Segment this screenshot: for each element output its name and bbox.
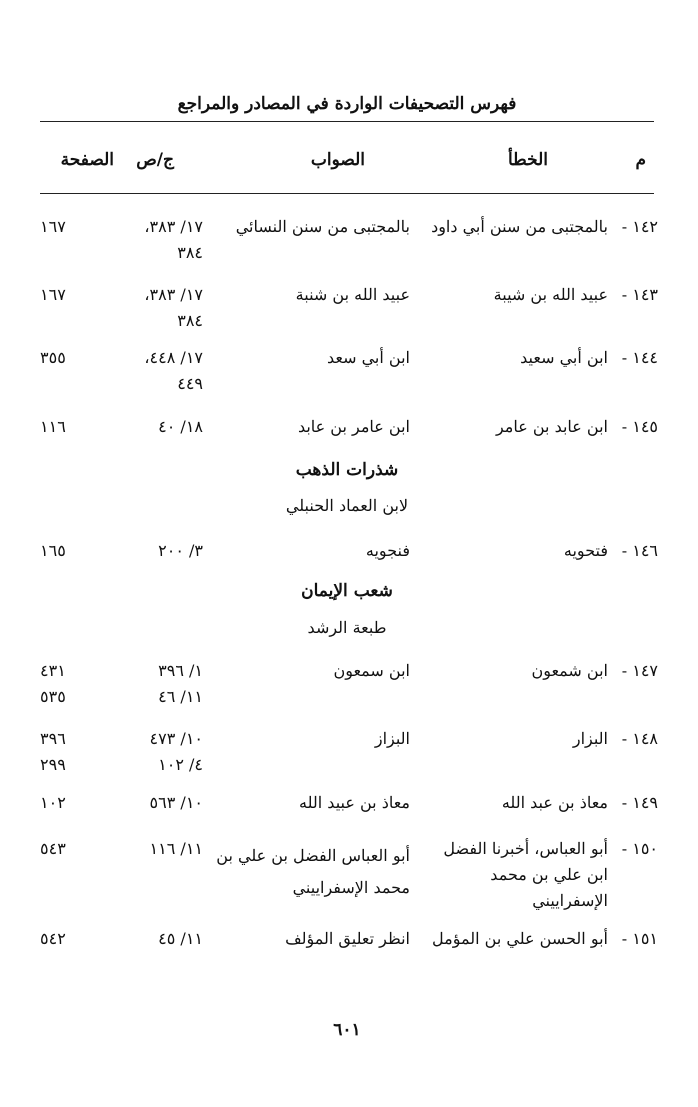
row-150-correct: أبو العباس الفضل بن علي بن محمد الإسفراييني [216,846,410,897]
row-145-vol-page: ١٨/ ٤٠ [158,417,203,436]
row-151-error: أبو الحسن علي بن المؤمل [432,929,608,948]
row-143-page: ١٦٧ [40,285,66,304]
row-150-vol-page: ١١/ ١١٦ [149,839,203,858]
header-rule [40,121,654,122]
row-142-correct: بالمجتبى من سنن النسائي [235,217,410,236]
row-146-num: ١٤٦ - [621,541,658,560]
row-145-page: ١١٦ [40,417,66,436]
row-144-num: ١٤٤ - [621,348,658,367]
row-147-correct: ابن سمعون [333,661,410,680]
row-145-correct: ابن عامر بن عابد [297,417,410,436]
column-header-m: م [635,150,646,170]
page-header-title: فهرس التصحيفات الواردة في المصادر والمراجع [177,94,517,114]
row-148-vol-page: ١٠/ ٤٧٣ ٤/ ١٠٢ [149,729,203,774]
section-subtitle-shuab: طبعة الرشد [307,618,387,637]
row-146-vol-page: ٣/ ٢٠٠ [158,541,203,560]
row-143-correct: عبيد الله بن شنبة [295,285,410,304]
row-143-error: عبيد الله بن شيبة [493,285,608,304]
row-148-page: ٣٩٦ ٢٩٩ [40,729,66,774]
column-header-page: الصفحة [60,150,114,170]
row-148-error: البزار [572,729,608,748]
row-146-correct: فنجويه [365,541,410,560]
row-142-error: بالمجتبى من سنن أبي داود [431,217,608,236]
row-144-page: ٣٥٥ [40,348,66,367]
row-149-page: ١٠٢ [40,793,66,812]
row-144-correct: ابن أبي سعد [326,348,410,367]
row-142-page: ١٦٧ [40,217,66,236]
row-149-num: ١٤٩ - [621,793,658,812]
row-151-vol-page: ١١/ ٤٥ [158,929,203,948]
row-147-page: ٤٣١ ٥٣٥ [40,661,66,706]
column-header-error: الخطأ [507,150,548,170]
row-143-num: ١٤٣ - [621,285,658,304]
row-144-vol-page: ١٧/ ٤٤٨، ٤٤٩ [144,348,203,393]
page-number: ٦٠١ [333,1020,361,1040]
row-151-num: ١٥١ - [621,929,658,948]
row-142-vol-page: ١٧/ ٣٨٣، ٣٨٤ [144,217,203,262]
row-142-num: ١٤٢ - [621,217,658,236]
table-header-rule [40,193,654,194]
row-148-correct: البزاز [374,729,410,748]
row-151-correct: انظر تعليق المؤلف [285,929,410,948]
section-title-shadharat: شذرات الذهب [295,460,399,480]
row-147-error: ابن شمعون [531,661,608,680]
row-148-num: ١٤٨ - [621,729,658,748]
row-147-vol-page: ١/ ٣٩٦ ١١/ ٤٦ [158,661,203,706]
row-149-error: معاذ بن عبد الله [501,793,608,812]
column-header-correct: الصواب [310,150,365,170]
row-146-error: فتحويه [563,541,608,560]
row-150-page: ٥٤٣ [40,839,66,858]
row-144-error: ابن أبي سعيد [520,348,608,367]
row-145-error: ابن عابد بن عامر [495,417,608,436]
column-header-vol-page: ج/ص [136,150,174,170]
section-subtitle-shadharat: لابن العماد الحنبلي [285,496,409,515]
row-149-vol-page: ١٠/ ٥٦٣ [149,793,203,812]
row-150-num: ١٥٠ - [621,839,658,858]
row-151-page: ٥٤٢ [40,929,66,948]
row-147-num: ١٤٧ - [621,661,658,680]
row-143-vol-page: ١٧/ ٣٨٣، ٣٨٤ [144,285,203,330]
section-title-shuab: شعب الإيمان [301,581,393,601]
row-146-page: ١٦٥ [40,541,66,560]
row-150-error: أبو العباس، أخبرنا الفضل ابن علي بن محمد الإسفراييني [443,839,608,910]
row-145-num: ١٤٥ - [621,417,658,436]
row-149-correct: معاذ بن عبيد الله [299,793,410,812]
